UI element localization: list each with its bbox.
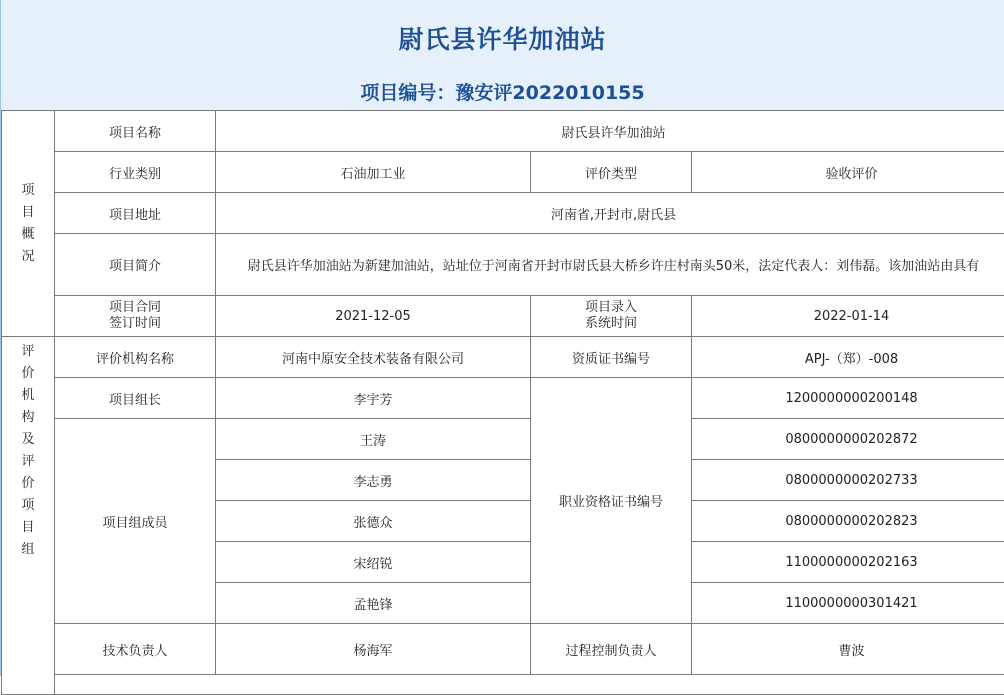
page-header <box>1 0 1004 111</box>
address-label: 项目地址 <box>55 193 216 234</box>
table-row <box>2 296 1004 337</box>
member-name: 李志勇 <box>216 460 531 501</box>
table-row <box>2 378 1004 419</box>
table-row <box>2 193 1004 234</box>
table-row <box>2 419 1004 460</box>
tech-lead-label: 技术负责人 <box>55 624 216 675</box>
project-number-label: 项目编号： <box>360 82 455 104</box>
project-info-table <box>1 110 1004 695</box>
cert-no-value: APJ-（郑）-008 <box>692 337 1004 378</box>
table-row <box>2 624 1004 675</box>
entry-time-label: 项目录入 系统时间 <box>531 296 692 337</box>
project-number <box>1 78 1004 105</box>
table-row <box>2 234 1004 296</box>
industry-value: 石油加工业 <box>216 152 531 193</box>
members-label: 项目组成员 <box>55 419 216 624</box>
leader-name: 李宇芳 <box>216 378 531 419</box>
table-overflow-row <box>55 675 1004 695</box>
page-title: 尉氏县许华加油站 <box>1 20 1004 56</box>
member-cert: 0800000000202733 <box>692 460 1004 501</box>
address-value: 河南省,开封市,尉氏县 <box>216 193 1004 234</box>
member-cert: 1100000000301421 <box>692 583 1004 624</box>
project-number-value: 豫安评2022010155 <box>455 82 644 104</box>
contract-time-label: 项目合同 签订时间 <box>55 296 216 337</box>
qualification-label: 职业资格证书编号 <box>531 378 692 624</box>
contract-time-value: 2021-12-05 <box>216 296 531 337</box>
member-cert: 1100000000202163 <box>692 542 1004 583</box>
eval-type-value: 验收评价 <box>692 152 1004 193</box>
process-lead-label: 过程控制负责人 <box>531 624 692 675</box>
entry-time-value: 2022-01-14 <box>692 296 1004 337</box>
member-name: 孟艳锋 <box>216 583 531 624</box>
table-row <box>2 152 1004 193</box>
member-name: 宋绍锐 <box>216 542 531 583</box>
industry-label: 行业类别 <box>55 152 216 193</box>
member-cert: 0800000000202872 <box>692 419 1004 460</box>
table-row <box>2 675 1004 695</box>
member-name: 王涛 <box>216 419 531 460</box>
intro-value: 尉氏县许华加油站为新建加油站，站址位于河南省开封市尉氏县大桥乡许庄村南头50米，法定代表人：刘伟磊。该加油站由具有 <box>216 234 1004 296</box>
process-lead-value: 曹波 <box>692 624 1004 675</box>
table-row <box>2 337 1004 378</box>
section-overview-label: 项 目 概 况 <box>2 111 55 337</box>
project-name-value: 尉氏县许华加油站 <box>216 111 1004 152</box>
section-agency-label: 评 价 机 构 及 评 价 项 目 组 <box>2 337 55 695</box>
eval-type-label: 评价类型 <box>531 152 692 193</box>
member-cert: 0800000000202823 <box>692 501 1004 542</box>
table-row <box>2 111 1004 152</box>
member-name: 张德众 <box>216 501 531 542</box>
leader-label: 项目组长 <box>55 378 216 419</box>
project-name-label: 项目名称 <box>55 111 216 152</box>
cert-no-label: 资质证书编号 <box>531 337 692 378</box>
org-name-label: 评价机构名称 <box>55 337 216 378</box>
leader-cert: 1200000000200148 <box>692 378 1004 419</box>
tech-lead-value: 杨海军 <box>216 624 531 675</box>
org-name-value: 河南中原安全技术装备有限公司 <box>216 337 531 378</box>
intro-label: 项目简介 <box>55 234 216 296</box>
